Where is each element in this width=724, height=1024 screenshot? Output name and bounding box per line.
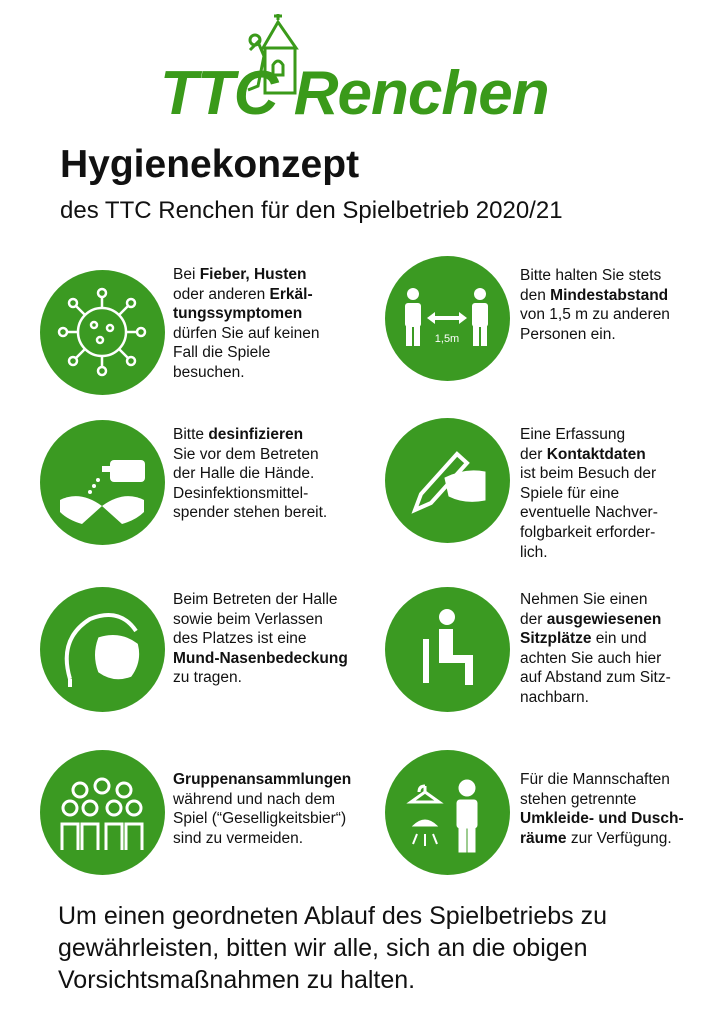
rule-text-line <box>520 770 684 790</box>
rule-text-segment: nachbarn. <box>520 688 589 706</box>
rule-text-segment: zu tragen. <box>173 669 242 687</box>
rule-text-line <box>173 425 327 445</box>
seated-person-icon <box>385 587 510 712</box>
rule-text-line <box>173 790 351 810</box>
rule-text-line <box>520 305 670 325</box>
rule-text-bold: Umkleide- und Dusch- <box>520 810 684 828</box>
rule-text-segment: dürfen Sie auf keinen <box>173 324 320 342</box>
closing-statement: Um einen geordneten Ablauf des Spielbetriebs zu gewährleisten, bitten wir alle, sich an die obigen Vorsichtsmaßnahmen zu halten. <box>58 902 607 994</box>
distance-label: 1,5m <box>434 333 460 345</box>
rule-text-line <box>173 770 351 790</box>
rule-text-line <box>173 590 348 610</box>
rule-text-line <box>173 503 327 523</box>
rule-text-segment: der <box>520 610 547 628</box>
rule-text-bold: Mund-Nasenbedeckung <box>173 649 348 667</box>
rule-text-line <box>173 304 320 324</box>
rule-text-line <box>173 265 320 285</box>
rule-text-line <box>520 790 684 810</box>
rule-text-segment: der Halle die Hände. <box>173 465 315 483</box>
rule-text-bold: Sitzplätze <box>520 630 592 648</box>
rule-text-segment: sind zu vermeiden. <box>173 829 304 847</box>
rule-text-segment: ein und <box>591 630 647 648</box>
rule-text-line <box>520 503 658 523</box>
rule-text-line <box>520 629 671 649</box>
page-title: Hygienekonzept <box>60 143 360 186</box>
rule-text-bold: Mindestabstand <box>550 286 669 304</box>
rule-text-line <box>520 266 670 286</box>
rule-text-changing-rooms <box>520 770 684 848</box>
rule-text-line <box>173 464 327 484</box>
rule-text-line <box>520 286 670 306</box>
rule-text-bold: Gruppenansammlungen <box>173 771 352 788</box>
rule-text-line <box>173 363 320 383</box>
rule-text-distance <box>520 266 670 344</box>
virus-icon <box>40 270 165 395</box>
rule-text-line <box>520 809 684 829</box>
group-icon <box>40 750 165 875</box>
rule-text-segment: ist beim Besuch der <box>520 465 657 483</box>
changing-room-shower-icon <box>385 750 510 875</box>
rule-text-bold: desinfizieren <box>208 426 304 443</box>
logo-text: TTC Renchen <box>160 59 549 128</box>
rule-text-line <box>173 829 351 849</box>
rule-text-segment: Spiel (“Geselligkeitsbier“) <box>173 810 347 828</box>
rule-text-line <box>173 285 320 305</box>
rule-text-segment: Für die Mannschaften <box>520 771 670 788</box>
rule-text-seats <box>520 590 671 708</box>
page-subtitle: des TTC Renchen für den Spielbetrieb 2020/21 <box>60 197 563 224</box>
rule-text-segment: Bitte halten Sie stets <box>520 267 662 284</box>
rule-text-segment: oder anderen <box>173 285 270 303</box>
rule-text-segment: besuchen. <box>173 363 245 381</box>
rule-text-line <box>520 649 671 669</box>
rule-text-segment: Sie vor dem Betreten <box>173 445 319 463</box>
rule-text-line <box>173 610 348 630</box>
hand-disinfection-icon <box>40 420 165 545</box>
rule-text-segment: des Platzes ist eine <box>173 630 307 648</box>
face-mask-icon <box>40 587 165 712</box>
rule-text-segment: spender stehen bereit. <box>173 504 328 522</box>
rule-text-symptoms <box>173 265 320 383</box>
rule-text-segment: der <box>520 445 547 463</box>
rule-text-segment: während und nach dem <box>173 790 336 808</box>
writing-hand-icon <box>385 418 510 543</box>
rule-text-segment: Nehmen Sie einen <box>520 591 648 608</box>
rule-text-line <box>173 324 320 344</box>
rule-text-line <box>173 484 327 504</box>
rule-text-segment: Desinfektionsmittel- <box>173 484 309 502</box>
rule-text-segment: folgbarkeit erforder- <box>520 523 656 541</box>
rule-text-line <box>520 484 658 504</box>
rule-text-line <box>173 649 348 669</box>
rule-text-segment: auf Abstand zum Sitz- <box>520 669 671 687</box>
rule-text-segment: lich. <box>520 543 548 561</box>
rule-text-groups <box>173 770 351 848</box>
rule-text-segment: Personen ein. <box>520 325 616 343</box>
rule-text-segment: stehen getrennte <box>520 790 637 808</box>
rule-text-bold: Fieber, Husten <box>199 266 307 283</box>
rule-text-line <box>520 668 671 688</box>
rule-text-line <box>520 523 658 543</box>
rule-text-disinfection <box>173 425 327 523</box>
rule-text-bold: tungssymptomen <box>173 305 303 323</box>
rule-text-line <box>520 688 671 708</box>
rule-text-line <box>520 425 658 445</box>
rule-text-segment: Beim Betreten der Halle <box>173 591 338 608</box>
rule-text-segment: achten Sie auch hier <box>520 649 662 667</box>
rule-text-segment: von 1,5 m zu anderen <box>520 306 670 324</box>
rule-text-bold: ausgewiesenen <box>546 610 662 628</box>
rule-text-line <box>520 590 671 610</box>
rule-text-contact <box>520 425 658 562</box>
rule-text-segment: zur Verfügung. <box>566 829 672 847</box>
rule-text-segment: Fall die Spiele <box>173 344 271 362</box>
rule-text-segment: den <box>520 286 551 304</box>
rule-text-line <box>520 325 670 345</box>
rule-text-line <box>173 445 327 465</box>
club-logo <box>160 10 590 128</box>
rule-text-line <box>173 629 348 649</box>
rule-text-segment: sowie beim Verlassen <box>173 610 323 628</box>
rule-text-mask <box>173 590 348 688</box>
rule-text-line <box>520 610 671 630</box>
rule-text-line <box>173 809 351 829</box>
rule-text-line <box>173 668 348 688</box>
rule-text-line <box>173 343 320 363</box>
rule-text-line <box>520 445 658 465</box>
rule-text-segment: Spiele für eine <box>520 484 620 502</box>
rule-text-line <box>520 464 658 484</box>
rule-text-segment: Bitte <box>173 426 209 443</box>
rule-text-segment: Eine Erfassung <box>520 426 626 443</box>
rule-text-segment: Bei <box>173 266 200 283</box>
rule-text-line <box>520 543 658 563</box>
rule-text-line <box>520 829 684 849</box>
rule-text-bold: Kontaktdaten <box>546 445 646 463</box>
rule-text-bold: Erkäl- <box>269 285 313 303</box>
distance-icon <box>385 256 510 381</box>
rule-text-segment: eventuelle Nachver- <box>520 504 658 522</box>
rule-text-bold: räume <box>520 829 567 847</box>
